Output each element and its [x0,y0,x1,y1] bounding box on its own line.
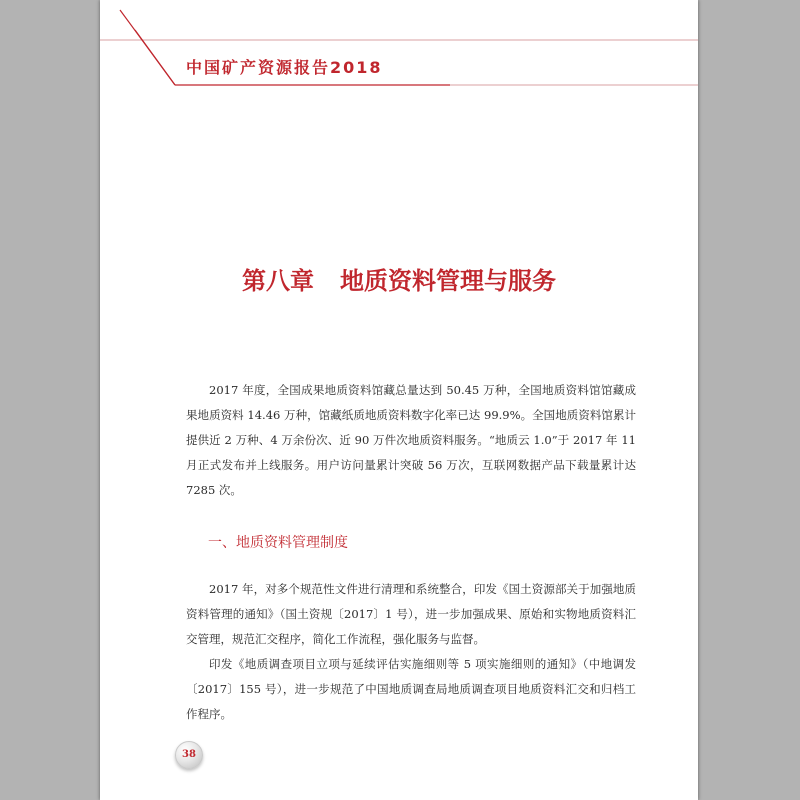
chapter-title: 地质资料管理与服务 [340,267,556,295]
section-paragraph-2: 印发《地质调查项目立项与延续评估实施细则等 5 项实施细则的通知》（中地调发〔2017〕155 号），进一步规范了中国地质调查局地质调查项目地质资料汇交和归档工作程序。 [186,657,636,721]
header-decoration [100,0,698,100]
page-number-badge [175,741,203,769]
intro-paragraph: 2017 年度，全国成果地质资料馆藏总量达到 50.45 万种，全国地质资料馆馆藏成果地质资料 14.46 万种，馆藏纸质地质资料数字化率已达 99.9%。全国地质资料馆累计提供近 2 万种、4 万余份次、近 90 万件次地质资料服务。“地质云 1.0”于 2017 年 11 月正式发布并上线服务。用户访问量累计突破 56 万次，互联网数据产品下载量累计达 7285 次。 [186,383,636,497]
page-number: 38 [182,749,196,760]
running-header-title: 中国矿产资源报告2018 [186,58,383,77]
header-diagonal-inner [135,30,175,85]
book-page [100,0,698,800]
section-paragraph-1: 2017 年，对多个规范性文件进行清理和系统整合，印发《国土资源部关于加强地质资料管理的通知》（国土资规〔2017〕1 号），进一步加强成果、原始和实物地质资料汇交管理，规范汇交程序，简化工作流程，强化服务与监督。 [186,582,636,646]
chapter-number: 第八章 [242,267,314,295]
section-heading: 一、地质资料管理制度 [208,535,348,551]
chapter-heading [100,261,698,296]
